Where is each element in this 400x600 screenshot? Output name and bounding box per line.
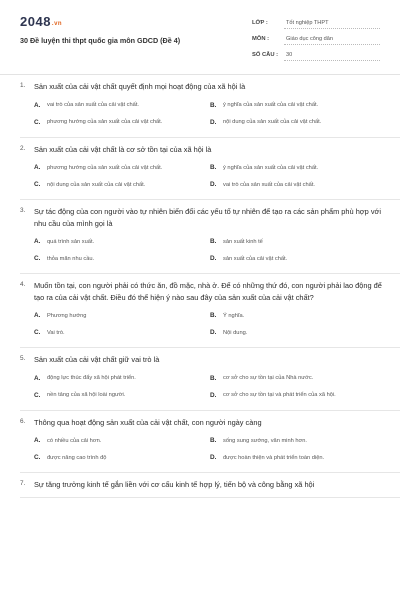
answer-options <box>20 159 386 193</box>
option-letter: A. <box>34 101 41 109</box>
answer-option[interactable] <box>210 159 386 176</box>
option-text: ý nghĩa của sản xuất của cải vật chất. <box>223 102 319 108</box>
question-header <box>20 206 386 229</box>
question-text: Muốn tồn tại, con người phải có thức ăn, đồ mặc, nhà ở. Để có những thứ đó, con người phải lao động để tạo ra của cải vật chất. Điều đó thể hiện ý nào sau đây của sản xuất của cải vật chất? <box>34 281 382 302</box>
question-header <box>20 81 386 93</box>
question-number: 6. <box>20 417 26 425</box>
answer-option[interactable] <box>210 233 386 250</box>
option-letter: B. <box>210 437 217 444</box>
option-letter: C. <box>34 118 41 126</box>
option-text: vai trò của sản xuất của cải vật chất. <box>223 181 315 188</box>
question-header <box>20 144 386 156</box>
answer-option[interactable] <box>34 250 210 267</box>
meta-value: Tốt nghiệp THPT <box>284 18 380 29</box>
option-letter: C. <box>34 255 41 262</box>
option-text: thỏa mãn nhu cầu. <box>47 255 95 262</box>
question-5 <box>20 348 400 411</box>
option-text: được hoàn thiện và phát triển toàn diện. <box>223 454 325 461</box>
exam-meta <box>252 15 380 63</box>
option-letter: D. <box>210 255 217 262</box>
question-header <box>20 280 386 303</box>
option-text: có nhiều của cải hơn. <box>47 437 102 444</box>
meta-key: LỚP : <box>252 20 268 26</box>
option-letter: C. <box>34 391 41 399</box>
option-letter: A. <box>34 238 41 245</box>
meta-key: MÔN : <box>252 36 270 42</box>
question-header <box>20 479 386 491</box>
question-list <box>0 75 400 498</box>
question-7 <box>20 473 400 498</box>
option-text: Nội dung. <box>223 329 248 336</box>
question-number: 1. <box>20 82 26 89</box>
answer-option[interactable] <box>210 449 386 466</box>
question-header <box>20 417 386 429</box>
option-letter: D. <box>210 329 217 336</box>
page-header <box>0 0 400 75</box>
question-1 <box>20 75 400 138</box>
option-letter: D. <box>210 391 217 399</box>
meta-row-count <box>252 47 380 63</box>
meta-value: Giáo dục công dân <box>284 34 380 45</box>
answer-option[interactable] <box>34 370 210 387</box>
answer-option[interactable] <box>210 176 386 193</box>
option-letter: D. <box>210 181 217 188</box>
answer-option[interactable] <box>210 324 386 341</box>
option-text: Phương hướng <box>47 312 87 319</box>
meta-value: 30 <box>284 50 380 61</box>
option-text: vai trò của sản xuất của cải vật chất. <box>47 102 139 108</box>
answer-option[interactable] <box>34 324 210 341</box>
question-number: 5. <box>20 355 26 362</box>
option-text: nội dung của sản xuất của cải vật chất. <box>223 119 322 125</box>
answer-option[interactable] <box>210 432 386 449</box>
option-letter: B. <box>210 238 217 245</box>
question-header <box>20 354 386 366</box>
option-letter: C. <box>34 181 41 188</box>
option-letter: A. <box>34 374 41 382</box>
option-text: nền tảng của xã hội loài người. <box>47 392 126 398</box>
option-letter: A. <box>34 164 41 171</box>
question-number: 3. <box>20 207 26 214</box>
answer-option[interactable] <box>210 307 386 324</box>
answer-options <box>20 307 386 341</box>
question-3 <box>20 200 400 274</box>
option-text: phương hướng của sản xuất của cải vật chất. <box>47 119 163 125</box>
answer-option[interactable] <box>210 250 386 267</box>
answer-options <box>20 97 386 131</box>
option-letter: D. <box>210 118 217 126</box>
option-text: được nâng cao trình độ <box>47 454 107 461</box>
option-letter: C. <box>34 454 41 461</box>
question-4 <box>20 274 400 348</box>
answer-option[interactable] <box>34 432 210 449</box>
option-text: ý nghĩa của sản xuất của cải vật chất. <box>223 164 319 171</box>
answer-option[interactable] <box>34 387 210 404</box>
question-6 <box>20 411 400 474</box>
answer-option[interactable] <box>210 370 386 387</box>
question-text: Sản xuất của cải vật chất quyết định mọi hoạt động của xã hội là <box>34 82 246 91</box>
answer-option[interactable] <box>34 176 210 193</box>
document-title: 30 Đề luyện thi thpt quốc gia môn GDCD (Đề 4) <box>20 36 181 45</box>
question-number: 4. <box>20 281 26 288</box>
meta-row-subject <box>252 31 380 47</box>
answer-option[interactable] <box>210 114 386 131</box>
answer-options <box>20 370 386 404</box>
option-text: cơ sở cho sự tồn tại và phát triển của xã hội. <box>223 392 336 398</box>
question-text: Sản xuất của cải vật chất là cơ sở tồn tại của xã hội là <box>34 144 212 154</box>
answer-option[interactable] <box>34 114 210 131</box>
option-letter: D. <box>210 454 217 461</box>
option-text: quá trình sản xuất. <box>47 238 95 245</box>
question-text: Sản xuất của cải vật chất giữ vai trò là <box>34 355 160 364</box>
answer-option[interactable] <box>34 97 210 114</box>
option-letter: B. <box>210 101 217 109</box>
answer-option[interactable] <box>34 233 210 250</box>
meta-row-class <box>252 15 380 31</box>
option-letter: B. <box>210 374 217 382</box>
answer-option[interactable] <box>34 449 210 466</box>
answer-option[interactable] <box>210 97 386 114</box>
option-text: sống sung sướng, văn minh hơn. <box>223 437 307 444</box>
answer-options <box>20 432 386 466</box>
option-letter: C. <box>34 329 41 336</box>
option-text: phương hướng của sản xuất của cải vật chất. <box>47 164 163 171</box>
meta-key: SỐ CÂU : <box>252 52 279 58</box>
option-text: sản xuất của cải vật chất. <box>223 255 288 262</box>
option-text: Ý nghĩa. <box>223 312 245 319</box>
question-text: Sự tăng trưởng kinh tế gắn liền với cơ cấu kinh tế hợp lý, tiến bộ và công bằng xã hội <box>34 480 315 489</box>
answer-options <box>20 233 386 267</box>
option-text: nội dung của sản xuất của cải vật chất. <box>47 181 146 188</box>
question-number: 2. <box>20 144 26 152</box>
question-text: Sự tác động của con người vào tự nhiên biến đổi các yếu tố tự nhiên để tạo ra các sản phẩm phù hợp với nhu cầu của mình gọi là <box>34 207 381 228</box>
answer-option[interactable] <box>34 159 210 176</box>
question-number: 7. <box>20 480 26 487</box>
option-text: động lực thúc đẩy xã hội phát triển. <box>47 375 136 381</box>
option-letter: A. <box>34 437 41 444</box>
answer-option[interactable] <box>34 307 210 324</box>
question-2 <box>20 138 400 201</box>
option-text: cơ sở cho sự tồn tại của Nhà nước. <box>223 375 314 381</box>
option-text: Vai trò. <box>47 329 65 336</box>
option-letter: B. <box>210 312 217 319</box>
question-text: Thông qua hoạt động sản xuất của cải vật chất, con người ngày càng <box>34 417 262 427</box>
option-text: sản xuất kinh tế <box>223 238 263 245</box>
site-logo[interactable]: 2048.vn <box>20 14 63 29</box>
option-letter: B. <box>210 164 217 171</box>
option-letter: A. <box>34 312 41 319</box>
answer-option[interactable] <box>210 387 386 404</box>
